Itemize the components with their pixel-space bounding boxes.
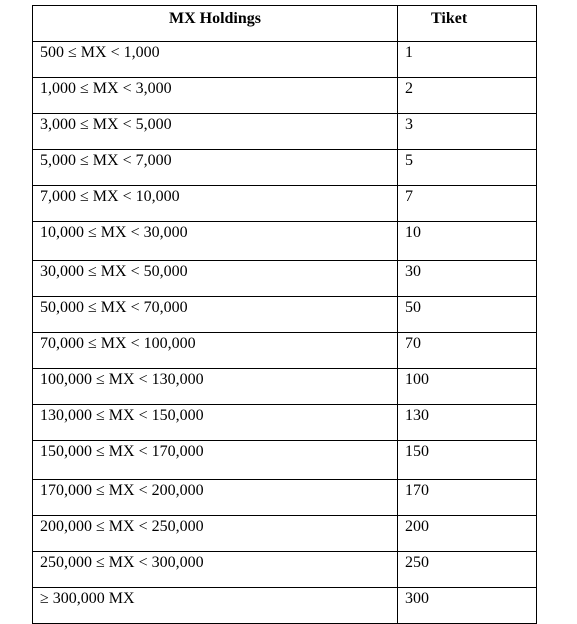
table-row <box>33 150 537 186</box>
ticket-cell: 50 <box>398 297 537 333</box>
header-mx-holdings: MX Holdings <box>33 6 398 42</box>
table-row <box>33 369 537 405</box>
table-row <box>33 516 537 552</box>
range-cell: 130,000 ≤ MX < 150,000 <box>33 405 398 441</box>
table-row <box>33 186 537 222</box>
header-ticket: Tiket <box>398 6 537 42</box>
ticket-cell: 7 <box>398 186 537 222</box>
range-cell: ≥ 300,000 MX <box>33 588 398 624</box>
header-row <box>33 6 537 42</box>
range-cell: 150,000 ≤ MX < 170,000 <box>33 441 398 480</box>
ticket-cell: 5 <box>398 150 537 186</box>
ticket-cell: 1 <box>398 42 537 78</box>
holdings-ticket-table <box>32 5 537 624</box>
range-cell: 7,000 ≤ MX < 10,000 <box>33 186 398 222</box>
table-row <box>33 441 537 480</box>
range-cell: 200,000 ≤ MX < 250,000 <box>33 516 398 552</box>
ticket-cell: 200 <box>398 516 537 552</box>
table-row <box>33 480 537 516</box>
table-row <box>33 114 537 150</box>
range-cell: 30,000 ≤ MX < 50,000 <box>33 261 398 297</box>
range-cell: 50,000 ≤ MX < 70,000 <box>33 297 398 333</box>
ticket-cell: 10 <box>398 222 537 261</box>
ticket-cell: 130 <box>398 405 537 441</box>
ticket-cell: 30 <box>398 261 537 297</box>
table-body <box>33 42 537 624</box>
range-cell: 1,000 ≤ MX < 3,000 <box>33 78 398 114</box>
ticket-cell: 250 <box>398 552 537 588</box>
table-row <box>33 333 537 369</box>
table-row <box>33 297 537 333</box>
range-cell: 70,000 ≤ MX < 100,000 <box>33 333 398 369</box>
table-row <box>33 261 537 297</box>
table-row <box>33 78 537 114</box>
ticket-cell: 300 <box>398 588 537 624</box>
range-cell: 500 ≤ MX < 1,000 <box>33 42 398 78</box>
ticket-cell: 70 <box>398 333 537 369</box>
table-row <box>33 552 537 588</box>
table-row <box>33 42 537 78</box>
range-cell: 3,000 ≤ MX < 5,000 <box>33 114 398 150</box>
table-row <box>33 588 537 624</box>
range-cell: 10,000 ≤ MX < 30,000 <box>33 222 398 261</box>
range-cell: 170,000 ≤ MX < 200,000 <box>33 480 398 516</box>
table-row <box>33 405 537 441</box>
ticket-cell: 100 <box>398 369 537 405</box>
ticket-cell: 3 <box>398 114 537 150</box>
ticket-cell: 170 <box>398 480 537 516</box>
range-cell: 100,000 ≤ MX < 130,000 <box>33 369 398 405</box>
range-cell: 250,000 ≤ MX < 300,000 <box>33 552 398 588</box>
range-cell: 5,000 ≤ MX < 7,000 <box>33 150 398 186</box>
table-header <box>33 6 537 42</box>
ticket-cell: 2 <box>398 78 537 114</box>
ticket-cell: 150 <box>398 441 537 480</box>
table-row <box>33 222 537 261</box>
